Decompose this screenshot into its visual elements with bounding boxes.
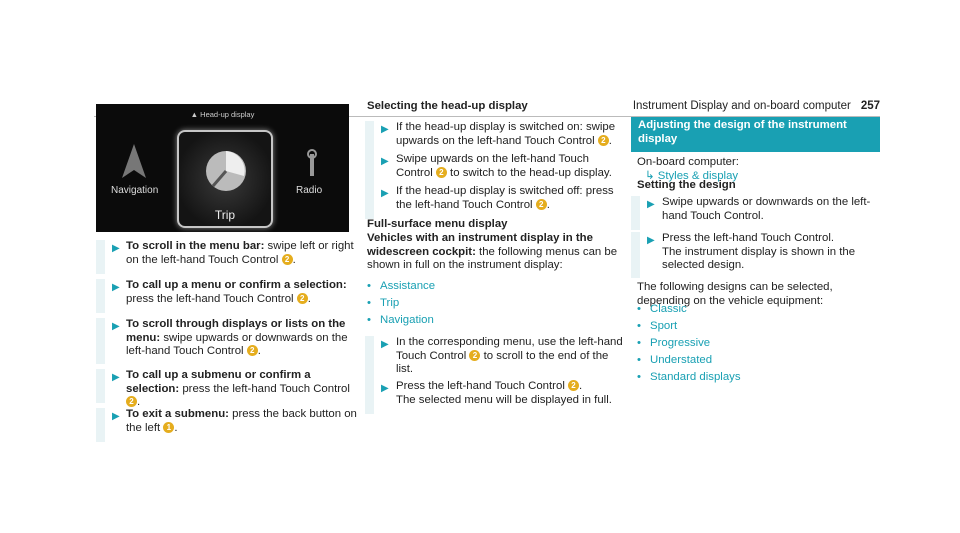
step-bar <box>96 279 105 313</box>
list-item: Press the left-hand Touch Control. The instrument display is shown in the selected design. <box>662 232 856 272</box>
arrow-icon: ▶ <box>381 383 389 394</box>
trip-tile <box>177 130 273 228</box>
list-item: To call up a submenu or confirm a selection: press the left-hand Touch Control 2 . <box>126 369 350 409</box>
step-bar <box>365 121 374 155</box>
arrow-icon: ▶ <box>112 243 120 254</box>
sub-heading: Setting the design <box>637 179 736 191</box>
radio-label: Radio <box>296 185 323 196</box>
arrow-icon: ▶ <box>112 321 120 332</box>
path-intro: On-board computer: <box>637 156 739 168</box>
list-item: If the head-up display is switched on: swipe upwards on the left-hand Touch Control 2 . <box>396 121 616 147</box>
number-badge: 1 <box>163 422 174 433</box>
arrow-icon: ▶ <box>381 124 389 135</box>
trip-label: Trip <box>214 208 236 223</box>
step-bar <box>365 336 374 382</box>
list-item: • Trip <box>367 297 400 309</box>
section-title: Adjusting the design of the instrument display <box>631 117 880 152</box>
arrow-icon: ▶ <box>112 411 120 422</box>
paragraph: Vehicles with an instrument display in the widescreen cockpit: the following menus can be shown in full on the instrument display: <box>367 232 618 272</box>
list-item: Swipe upwards on the left-hand Touch Control 2 to switch to the head-up display. <box>396 153 612 179</box>
list-item: To call up a menu or confirm a selection: press the left-hand Touch Control 2 . <box>126 279 347 305</box>
list-item: • Understated <box>637 354 713 366</box>
arrow-icon: ▶ <box>381 156 389 167</box>
list-item: • Sport <box>637 320 678 332</box>
list-item: In the corresponding menu, use the left-hand Touch Control 2 to scroll to the end of the list. <box>396 336 623 376</box>
number-badge: 2 <box>297 293 308 304</box>
list-item: To scroll through displays or lists on the menu: swipe upwards or downwards on the left-hand Touch Control 2 . <box>126 318 348 358</box>
list-item: • Navigation <box>367 314 434 326</box>
navigation-label: Navigation <box>111 185 159 196</box>
step-bar <box>96 408 105 442</box>
number-badge: 2 <box>247 345 258 356</box>
list-item: Swipe upwards or downwards on the left-hand Touch Control. <box>662 196 871 222</box>
step-bar <box>365 153 374 187</box>
list-item: • Classic <box>637 303 687 315</box>
step-bar <box>96 369 105 403</box>
step-bar <box>365 380 374 414</box>
step-bar <box>365 185 374 219</box>
arrow-icon: ▶ <box>647 235 655 246</box>
section-heading: Selecting the head-up display <box>367 100 528 112</box>
step-bar <box>96 240 105 274</box>
head-up-label: ▲ Head-up display <box>190 110 255 119</box>
list-item: To exit a submenu: press the back button on the left 1 . <box>126 408 357 434</box>
list-item: • Standard displays <box>637 371 741 383</box>
step-bar <box>631 232 640 278</box>
list-item: To scroll in the menu bar: swipe left or right on the left-hand Touch Control 2 . <box>126 240 354 266</box>
radio-icon <box>302 148 322 176</box>
header-section: Instrument Display and on-board computer <box>632 100 851 112</box>
number-badge: 2 <box>536 199 547 210</box>
paragraph: The following designs can be selected, depending on the vehicle equipment: <box>637 281 833 307</box>
number-badge: 2 <box>598 135 609 146</box>
number-badge: 2 <box>126 396 137 407</box>
trip-icon <box>203 148 249 194</box>
path-arrow-icon: ↳ <box>645 170 655 182</box>
arrow-icon: ▶ <box>112 282 120 293</box>
number-badge: 2 <box>469 350 480 361</box>
number-badge: 2 <box>436 167 447 178</box>
sub-heading: Full-surface menu display <box>367 218 508 230</box>
navigation-icon <box>122 144 146 178</box>
arrow-icon: ▶ <box>647 199 655 210</box>
step-bar <box>631 196 640 230</box>
number-badge: 2 <box>282 254 293 265</box>
display-screenshot <box>96 104 349 232</box>
running-header <box>633 100 880 114</box>
arrow-icon: ▶ <box>112 372 120 383</box>
menu-path[interactable]: ↳ Styles & display <box>645 170 739 182</box>
arrow-icon: ▶ <box>381 188 389 199</box>
list-item: If the head-up display is switched off: press the left-hand Touch Control 2 . <box>396 185 614 211</box>
arrow-icon: ▶ <box>381 339 389 350</box>
list-item: • Progressive <box>637 337 711 349</box>
number-badge: 2 <box>568 380 579 391</box>
list-item: Press the left-hand Touch Control 2 . The selected menu will be displayed in full. <box>396 380 612 406</box>
step-bar <box>96 318 105 364</box>
page-number: 257 <box>860 100 880 112</box>
list-item: • Assistance <box>367 280 436 292</box>
